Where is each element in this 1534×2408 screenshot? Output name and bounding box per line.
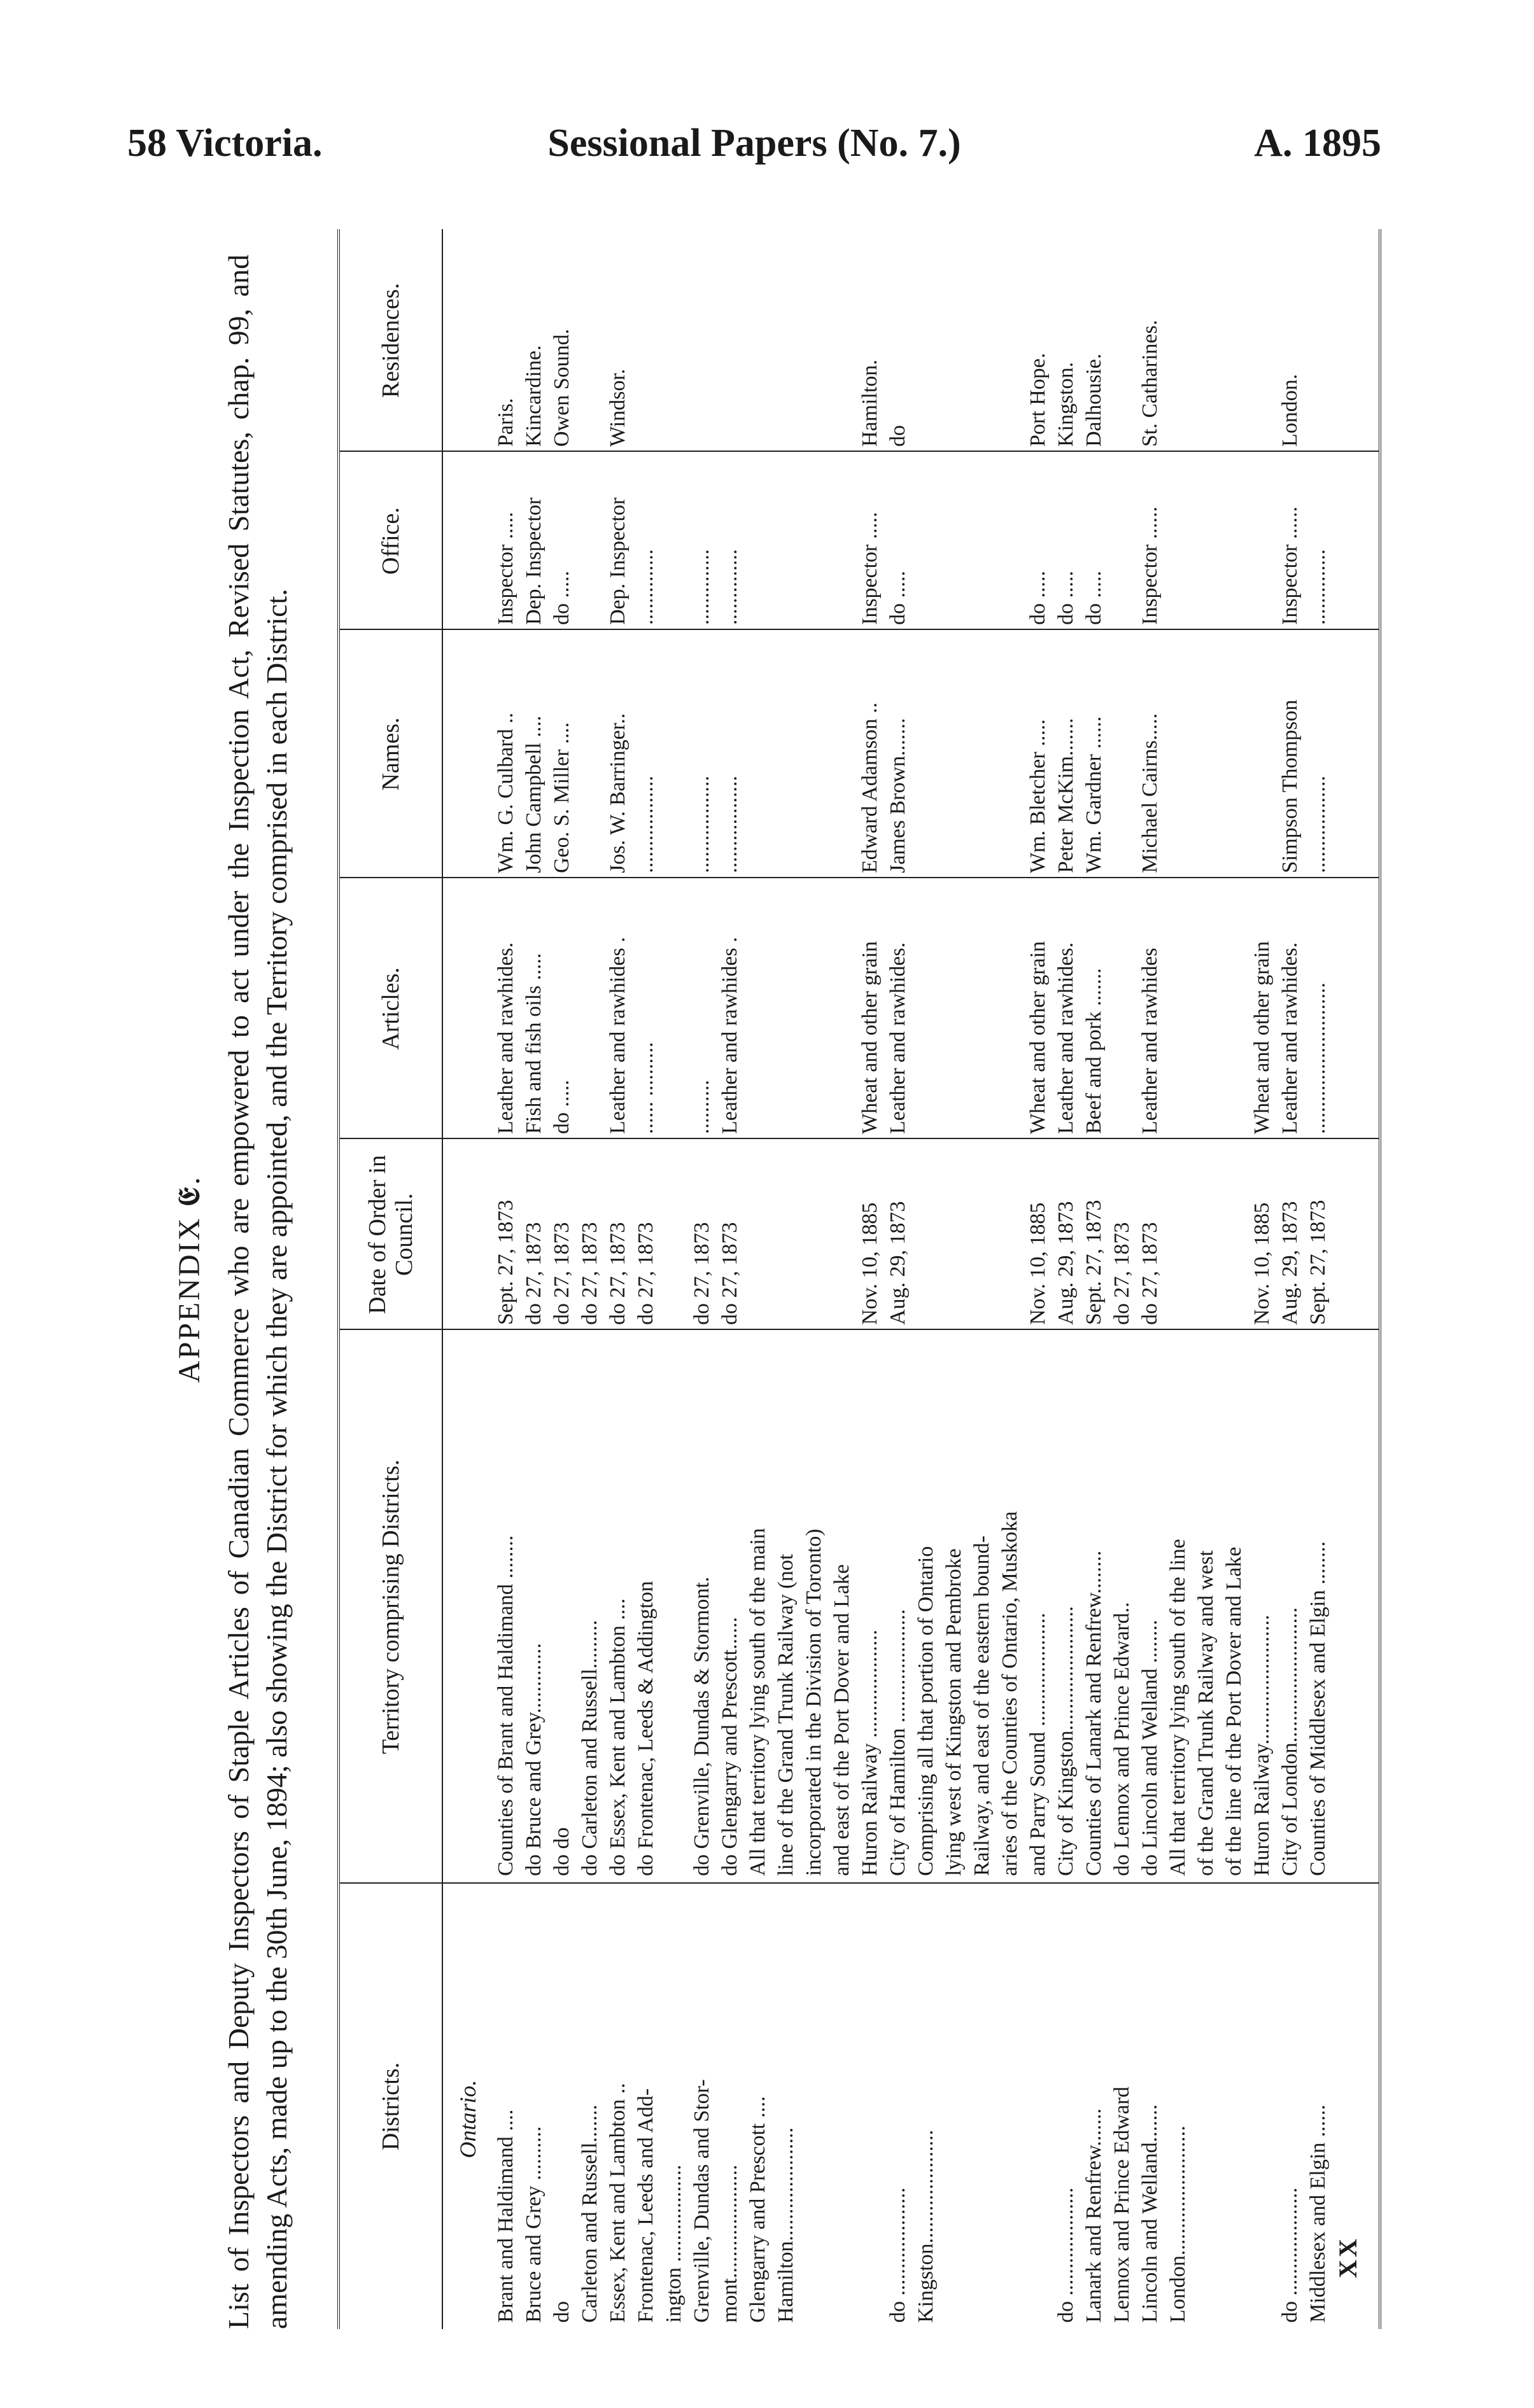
col-header-names: Names. xyxy=(377,717,404,791)
table-cell-territory: do Carleton and Russell......... xyxy=(578,1620,602,1876)
table-cell-date: do 27, 1873 xyxy=(578,1222,602,1325)
table-cell-article: Wheat and other grain xyxy=(1250,941,1274,1134)
table-cell-name: .................. xyxy=(718,776,742,873)
table-cell-office: Inspector ...... xyxy=(1138,506,1162,625)
column-rule xyxy=(340,877,1379,878)
table-cell-name: Wm. Gardner ...... xyxy=(1082,716,1106,873)
table-cell-district: do .................... xyxy=(1054,2187,1078,2323)
table-cell-name: .................. xyxy=(1306,776,1330,873)
table-cell-office: .............. xyxy=(634,549,658,625)
table-cell-district: Carleton and Russell....... xyxy=(578,2104,602,2323)
table-cell-territory: Counties of Lanark and Renfrew........ xyxy=(1082,1550,1106,1876)
table-cell-date: Sept. 27, 1873 xyxy=(494,1200,517,1325)
col-header-territory: Territory comprising Districts. xyxy=(377,1459,404,1754)
table-cell-district: Middlesex and Elgin ...... xyxy=(1306,2104,1330,2323)
table-cell-date: do 27, 1873 xyxy=(634,1222,658,1325)
table-cell-residence: Dalhousie. xyxy=(1082,353,1106,447)
table-cell-territory: Comprising all that portion of Ontario xyxy=(914,1546,938,1876)
col-header-office: Office. xyxy=(377,507,404,575)
table-cell-date: Sept. 27, 1873 xyxy=(1306,1200,1330,1325)
table-cell-territory: do Lennox and Prince Edward.. xyxy=(1110,1602,1134,1876)
table-cell-date: do 27, 1873 xyxy=(550,1222,573,1325)
table-cell-territory: Huron Railway .................... xyxy=(858,1629,882,1876)
margin-mark: XX xyxy=(1333,2236,1362,2278)
table-cell-article: Wheat and other grain xyxy=(858,941,882,1134)
table-cell-territory: do do xyxy=(550,1827,573,1876)
table-cell-residence: Paris. xyxy=(494,398,517,447)
table-cell-territory: and east of the Port Dover and Lake xyxy=(830,1564,854,1876)
table-cell-district: Hamilton..................... xyxy=(774,2127,798,2323)
table-cell-district: do .................... xyxy=(886,2187,910,2323)
col-header-districts: Districts. xyxy=(377,2062,404,2151)
table-cell-residence: Owen Sound. xyxy=(550,328,573,447)
table-cell-territory: do Frontenac, Leeds & Addington xyxy=(634,1581,658,1876)
running-head-center: Sessional Papers (No. 7.) xyxy=(547,122,961,165)
table-cell-office: do ..... xyxy=(1026,571,1050,625)
table-cell-name: James Brown....... xyxy=(886,718,910,873)
table-cell-territory: and Parry Sound ..................... xyxy=(1026,1613,1050,1876)
table-cell-district: mont..................... xyxy=(718,2164,742,2323)
table-cell-residence: St. Catharines. xyxy=(1138,319,1162,447)
table-cell-name: Jos. W. Barringer.. xyxy=(606,713,630,873)
table-cell-name: Wm. Bletcher ..... xyxy=(1026,719,1050,873)
table-cell-date: Aug. 29, 1873 xyxy=(886,1201,910,1325)
table-cell-article: ............................ xyxy=(1306,983,1330,1134)
table-cell-district: Lanark and Renfrew....... xyxy=(1082,2108,1106,2323)
table-cell-name: Geo. S. Miller .... xyxy=(550,722,573,873)
table-cell-date: do 27, 1873 xyxy=(1138,1222,1162,1325)
table-cell-date: do 27, 1873 xyxy=(718,1222,742,1325)
column-rule xyxy=(340,629,1379,630)
table-cell-territory: Counties of Brant and Haldimand ........ xyxy=(494,1535,517,1876)
table-cell-district: Essex, Kent and Lambton .. xyxy=(606,2083,630,2323)
province-label: Ontario. xyxy=(455,2080,481,2159)
table-cell-residence: Hamilton. xyxy=(858,360,882,447)
table-cell-residence: Windsor. xyxy=(606,368,630,447)
table-cell-name: Peter McKim....... xyxy=(1054,718,1078,873)
table-cell-name: Wm. G. Culbard .. xyxy=(494,712,517,873)
table-cell-office: .............. xyxy=(1306,549,1330,625)
table-cell-office: .............. xyxy=(690,549,714,625)
table-cell-article: Beef and pork ....... xyxy=(1082,968,1106,1134)
header-rule xyxy=(442,229,443,2329)
table-cell-date: Aug. 29, 1873 xyxy=(1054,1201,1078,1325)
table-cell-office: Inspector ..... xyxy=(858,512,882,625)
table-cell-district: London........................ xyxy=(1166,2125,1190,2323)
col-header-date: Date of Order in Council. xyxy=(364,1154,418,1315)
table-cell-name: .................. xyxy=(634,776,658,873)
col-header-articles: Articles. xyxy=(377,967,404,1050)
column-rule xyxy=(340,451,1379,452)
table-cell-district: Brant and Haldimand .... xyxy=(494,2109,517,2323)
table-cell-territory: of the Grand Trunk Railway and west xyxy=(1194,1550,1218,1876)
table-cell-date: Nov. 10, 1885 xyxy=(858,1202,882,1325)
table-cell-date: do 27, 1873 xyxy=(690,1222,714,1325)
table-cell-district: Grenville, Dundas and Stor- xyxy=(690,2079,714,2323)
table-cell-office: Dep. Inspector xyxy=(522,497,545,625)
table-cell-territory: City of Hamilton ..................... xyxy=(886,1609,910,1876)
table-cell-district: Lennox and Prince Edward xyxy=(1110,2086,1134,2323)
table-cell-date: do 27, 1873 xyxy=(606,1222,630,1325)
table-cell-office: do ..... xyxy=(886,571,910,625)
table-cell-district: Kingston..................... xyxy=(914,2129,938,2323)
table-cell-article: ...... .......... xyxy=(634,1042,658,1134)
table-cell-article: Leather and rawhides. xyxy=(494,942,517,1134)
table-cell-territory: Huron Railway........................ xyxy=(1250,1614,1274,1876)
table-cell-office: do ..... xyxy=(550,571,573,625)
column-rule xyxy=(340,1329,1379,1330)
table-cell-territory: lying west of Kingston and Pembroke xyxy=(942,1548,966,1876)
table-cell-date: do 27, 1873 xyxy=(1110,1222,1134,1325)
table-cell-territory: do Bruce and Grey............. xyxy=(522,1642,545,1876)
table-cell-article: Leather and rawhides . xyxy=(718,937,742,1134)
table-cell-office: do ..... xyxy=(1054,571,1078,625)
inspectors-table xyxy=(337,229,1381,2329)
table-cell-district: Bruce and Grey .......... xyxy=(522,2126,545,2323)
table-cell-residence: do xyxy=(886,425,910,447)
table-cell-residence: Port Hope. xyxy=(1026,353,1050,447)
table-cell-district: Glengarry and Prescott .... xyxy=(746,2096,770,2323)
table-cell-residence: Kincardine. xyxy=(522,345,545,447)
table-cell-office: Inspector ...... xyxy=(1278,506,1302,625)
table-cell-territory: of the line of the Port Dover and Lake xyxy=(1222,1546,1246,1876)
table-cell-article: Leather and rawhides. xyxy=(886,942,910,1134)
table-cell-name: Simpson Thompson xyxy=(1278,699,1302,873)
column-rule xyxy=(340,1882,1379,1884)
table-cell-territory: All that territory lying south of the main xyxy=(746,1528,770,1876)
table-cell-territory: line of the Grand Trunk Railway (not xyxy=(774,1553,798,1876)
table-cell-district: Frontenac, Leeds and Add- xyxy=(634,2088,658,2323)
table-cell-article: Leather and rawhides . xyxy=(606,937,630,1134)
col-header-residences: Residences. xyxy=(377,283,404,398)
column-rule xyxy=(340,1138,1379,1139)
table-cell-article: Leather and rawhides. xyxy=(1278,942,1302,1134)
table-cell-territory: Railway, and east of the eastern bound- xyxy=(970,1535,994,1876)
table-cell-name: John Campbell .... xyxy=(522,715,545,873)
table-cell-article: Leather and rawhides. xyxy=(1054,942,1078,1134)
table-cell-territory: City of London......................... xyxy=(1278,1607,1302,1876)
table-cell-office: do ..... xyxy=(1082,571,1106,625)
table-cell-date: do 27, 1873 xyxy=(522,1222,545,1325)
table-cell-territory: Counties of Middlesex and Elgin ........ xyxy=(1306,1541,1330,1876)
table-cell-office: .............. xyxy=(718,549,742,625)
table-cell-name: Michael Cairns..... xyxy=(1138,713,1162,873)
table-cell-article: Wheat and other grain xyxy=(1026,941,1050,1134)
table-cell-date: Nov. 10, 1885 xyxy=(1250,1202,1274,1325)
table-cell-article: Leather and rawhides xyxy=(1138,948,1162,1134)
table-cell-territory: do Glengarry and Prescott...... xyxy=(718,1617,742,1876)
table-caption: List of Inspectors and Deputy Inspectors of Staple Articles of Canadian Commerce who are empowered to act under the Inspection Act, Revised Statutes, chap. 99, and amending Acts, made up to the 30th June, 1894; also showing the District for which they are appointed, and the Territory comprised in each District. xyxy=(222,255,293,2329)
running-head-left: 58 Victoria. xyxy=(127,122,323,165)
table-cell-residence: Kingston. xyxy=(1054,361,1078,447)
table-cell-territory: City of Kingston....................... xyxy=(1054,1606,1078,1876)
table-cell-territory: All that territory lying south of the line xyxy=(1166,1539,1190,1876)
rotated-page-content xyxy=(172,229,1407,2329)
appendix-title: APPENDIX 𝕰. xyxy=(172,1175,206,1383)
table-cell-article: .......... xyxy=(690,1080,714,1134)
table-cell-district: do .................... xyxy=(1278,2187,1302,2323)
table-cell-territory: do Grenville, Dundas & Stormont. xyxy=(690,1576,714,1876)
table-cell-territory: do Lincoln and Welland ........ xyxy=(1138,1620,1162,1876)
table-cell-territory: do Essex, Kent and Lambton .... xyxy=(606,1598,630,1876)
table-cell-name: .................. xyxy=(690,776,714,873)
table-cell-district: do xyxy=(550,2301,573,2323)
table-cell-office: Dep. Inspector xyxy=(606,497,630,625)
table-cell-territory: incorporated in the Division of Toronto) xyxy=(802,1529,826,1876)
table-cell-date: Aug. 29, 1873 xyxy=(1278,1201,1302,1325)
table-cell-date: Sept. 27, 1873 xyxy=(1082,1200,1106,1325)
table-cell-residence: London. xyxy=(1278,374,1302,447)
running-head xyxy=(127,121,1381,178)
table-cell-name: Edward Adamson .. xyxy=(858,702,882,873)
table-cell-article: Fish and fish oils ..... xyxy=(522,953,545,1134)
table-cell-article: do ..... xyxy=(550,1080,573,1134)
table-cell-office: Inspector ..... xyxy=(494,512,517,625)
table-cell-district: ington .................. xyxy=(662,2164,686,2323)
table-cell-territory: aries of the Counties of Ontario, Muskoka xyxy=(998,1511,1022,1876)
running-head-right: A. 1895 xyxy=(1254,122,1381,165)
table-cell-date: Nov. 10, 1885 xyxy=(1026,1202,1050,1325)
table-cell-district: Lincoln and Welland....... xyxy=(1138,2104,1162,2323)
